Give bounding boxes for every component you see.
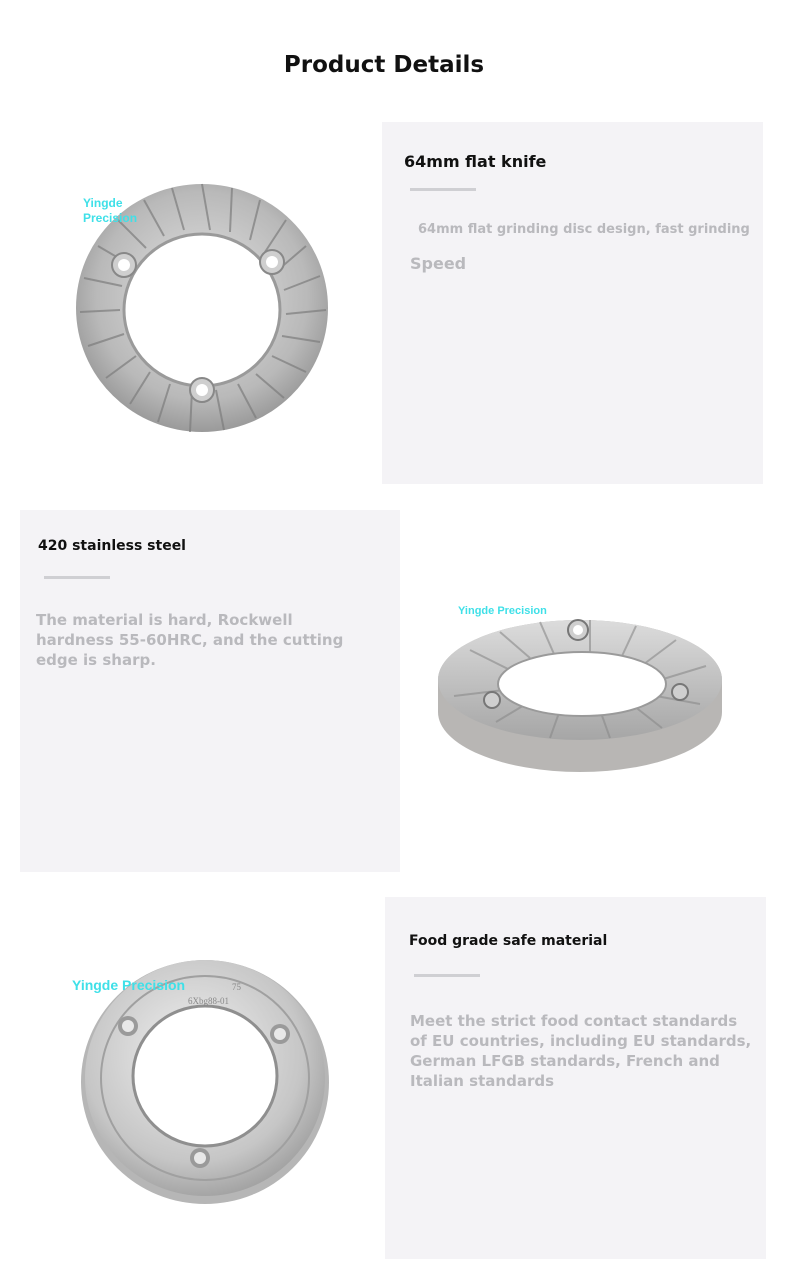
burr-photo-2 xyxy=(430,600,730,780)
feature-heading: 64mm flat knife xyxy=(404,152,547,171)
feature-description: Meet the strict food contact standards of EU countries, including EU standards, German LFGB standards, French and Italian standards xyxy=(410,1012,752,1090)
feature-description: 64mm flat grinding disc design, fast grinding xyxy=(418,222,750,237)
feature-description: The material is hard, Rockwell hardness 55-60HRC, and the cutting edge is sharp. xyxy=(36,611,344,669)
feature-panel-64mm xyxy=(382,122,763,484)
page-title: Product Details xyxy=(283,52,485,78)
feature-panel-steel xyxy=(20,510,400,872)
watermark-3: Yingde Precision xyxy=(72,977,186,993)
watermark-1: Yingde Precision xyxy=(83,196,138,225)
feature-heading: Food grade safe material xyxy=(409,933,608,949)
burr-stamp-line-2: 6Xbg88-01 xyxy=(188,996,229,1006)
watermark-2: Yingde Precision xyxy=(458,605,547,617)
feature-heading: 420 stainless steel xyxy=(38,538,186,554)
burr-stamp-line-1: 75 xyxy=(232,982,241,992)
divider xyxy=(44,576,110,579)
feature-panel-food-grade xyxy=(385,897,766,1259)
divider xyxy=(410,188,476,191)
divider xyxy=(414,974,480,977)
feature-description-cont: Speed xyxy=(410,254,467,273)
